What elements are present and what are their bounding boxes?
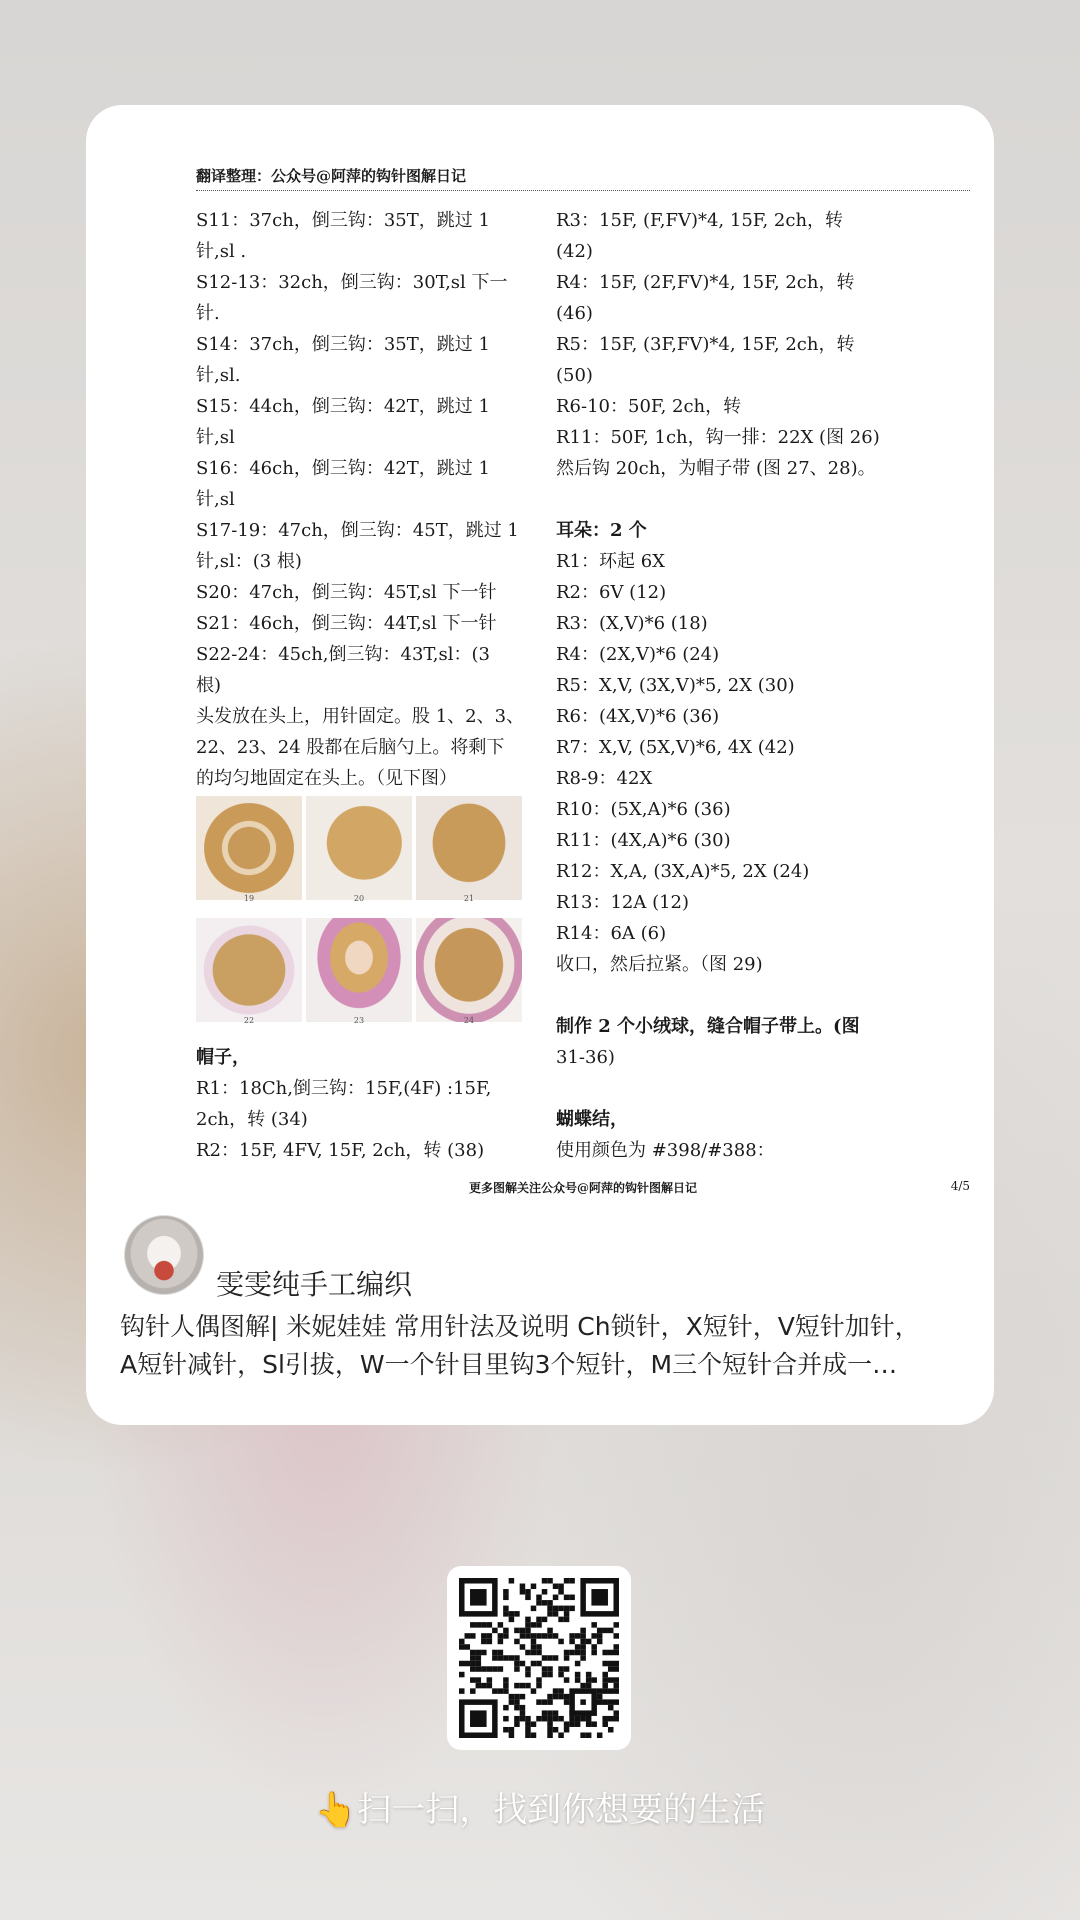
right-column-line: R4：15F, (2F,FV)*4, 15F, 2ch，转	[556, 272, 855, 293]
right-column-line	[556, 1073, 976, 1104]
avatar[interactable]	[124, 1215, 204, 1295]
document-right-column	[556, 205, 976, 1166]
right-column-line: R5：15F, (3F,FV)*4, 15F, 2ch，转	[556, 334, 855, 355]
photo-19: 19	[196, 796, 302, 914]
photo-23: 23	[306, 918, 412, 1036]
right-column-line: R10：(5X,A)*6 (36)	[556, 799, 731, 820]
right-column-line: R3：15F, (F,FV)*4, 15F, 2ch，转	[556, 210, 844, 231]
page-number: 4/5	[950, 1179, 970, 1193]
right-column-line: R1：环起 6X	[556, 551, 665, 572]
right-column-line: R2：6V (12)	[556, 582, 667, 603]
right-column-line: R5：X,V, (3X,V)*5, 2X (30)	[556, 675, 795, 696]
photo-20: 20	[306, 796, 412, 914]
scan-prompt: 👆扫一扫，找到你想要的生活	[314, 1790, 766, 1830]
right-column-line: R4：(2X,V)*6 (24)	[556, 644, 720, 665]
qr-code-icon[interactable]	[447, 1566, 631, 1750]
article-description[interactable]	[120, 1308, 970, 1384]
pattern-document-image	[86, 105, 994, 1205]
right-column-line: R14：6A (6)	[556, 923, 667, 944]
description-line-1: 钩针人偶图解| 米妮娃娃 常用针法及说明 Ch锁针，X短针，V短针加针，	[120, 1312, 920, 1341]
left-column-line: 2ch，转 (34)	[196, 1109, 308, 1130]
left-column-line: R2：15F, 4FV, 15F, 2ch，转 (38)	[196, 1140, 485, 1161]
left-column-line: 根)	[196, 675, 222, 696]
right-column-line: 使用颜色为 #398/#388：	[556, 1140, 775, 1161]
left-column-line: 针,sl.	[196, 365, 241, 386]
right-column-line: 耳朵：2 个	[556, 520, 647, 541]
right-column-line: R11：50F, 1ch，钩一排：22X (图 26)	[556, 427, 880, 448]
left-column-line: 针,sl .	[196, 241, 247, 262]
photo-grid	[196, 796, 526, 1036]
right-column-line: 收口，然后拉紧。（图 29)	[556, 954, 763, 975]
left-column-line: 针,sl	[196, 489, 235, 510]
document-header: 翻译整理：公众号@阿萍的钩针图解日记	[196, 165, 970, 191]
right-column-line: R3：(X,V)*6 (18)	[556, 613, 708, 634]
left-column-line: S20：47ch，倒三钩：45T,sl 下一针	[196, 582, 497, 603]
right-column-line: R13：12A (12)	[556, 892, 690, 913]
left-column-line: S17-19：47ch，倒三钩：45T，跳过 1	[196, 520, 519, 541]
left-column-line: S14：37ch，倒三钩：35T，跳过 1	[196, 334, 490, 355]
author-name[interactable]: 雯雯纯手工编织	[216, 1268, 413, 1301]
right-column-line: 制作 2 个小绒球，缝合帽子带上。(图	[556, 1016, 860, 1037]
left-column-line: S15：44ch，倒三钩：42T，跳过 1	[196, 396, 490, 417]
right-column-line: R8-9：42X	[556, 768, 653, 789]
right-column-line: R11：(4X,A)*6 (30)	[556, 830, 731, 851]
right-column-line: R12：X,A, (3X,A)*5, 2X (24)	[556, 861, 810, 882]
right-column-line: R7：X,V, (5X,V)*6, 4X (42)	[556, 737, 795, 758]
right-column-line: R6-10：50F, 2ch，转	[556, 396, 742, 417]
right-column-line: 蝴蝶结，	[556, 1109, 628, 1130]
left-column-line: 帽子，	[196, 1047, 250, 1068]
left-column-line: S16：46ch，倒三钩：42T，跳过 1	[196, 458, 490, 479]
qr-code-graphic	[459, 1578, 619, 1738]
left-column-line: 针,sl	[196, 427, 235, 448]
right-column-line: 然后钩 20ch，为帽子带 (图 27、28)。	[556, 458, 876, 479]
left-column-line: S21：46ch，倒三钩：44T,sl 下一针	[196, 613, 497, 634]
left-column-line: 头发放在头上，用针固定。股 1、2、3、	[196, 706, 525, 727]
left-column-line: 的均匀地固定在头上。（见下图）	[196, 768, 457, 789]
photo-24: 24	[416, 918, 522, 1036]
left-column-line: S22-24：45ch,倒三钩：43T,sl：(3	[196, 644, 490, 665]
document-left-column	[196, 205, 526, 1166]
right-column-line: (42)	[556, 241, 593, 262]
photo-21: 21	[416, 796, 522, 914]
photo-22: 22	[196, 918, 302, 1036]
left-column-line: S11：37ch，倒三钩：35T，跳过 1	[196, 210, 490, 231]
left-column-line: 针.	[196, 303, 220, 324]
document-footer-text: 更多图解关注公众号@阿萍的钩针图解日记	[468, 1181, 697, 1195]
description-line-2: A短针减针，Sl引拔，W一个针目里钩3个短针，M三个短针合并成一…	[120, 1350, 898, 1379]
right-column-line: (46)	[556, 303, 593, 324]
right-column-line	[556, 980, 976, 1011]
left-column-line: 针,sl：(3 根)	[196, 551, 302, 572]
left-column-line: S12-13：32ch，倒三钩：30T,sl 下一	[196, 272, 508, 293]
left-column-line: R1：18Ch,倒三钩：15F,(4F) :15F,	[196, 1078, 492, 1099]
right-column-line: (50)	[556, 365, 593, 386]
right-column-line: R6：(4X,V)*6 (36)	[556, 706, 720, 727]
right-column-line	[556, 484, 976, 515]
right-column-line: 31-36)	[556, 1047, 615, 1068]
share-card[interactable]	[86, 105, 994, 1425]
left-column-line: 22、23、24 股都在后脑勺上。将剩下	[196, 737, 505, 758]
